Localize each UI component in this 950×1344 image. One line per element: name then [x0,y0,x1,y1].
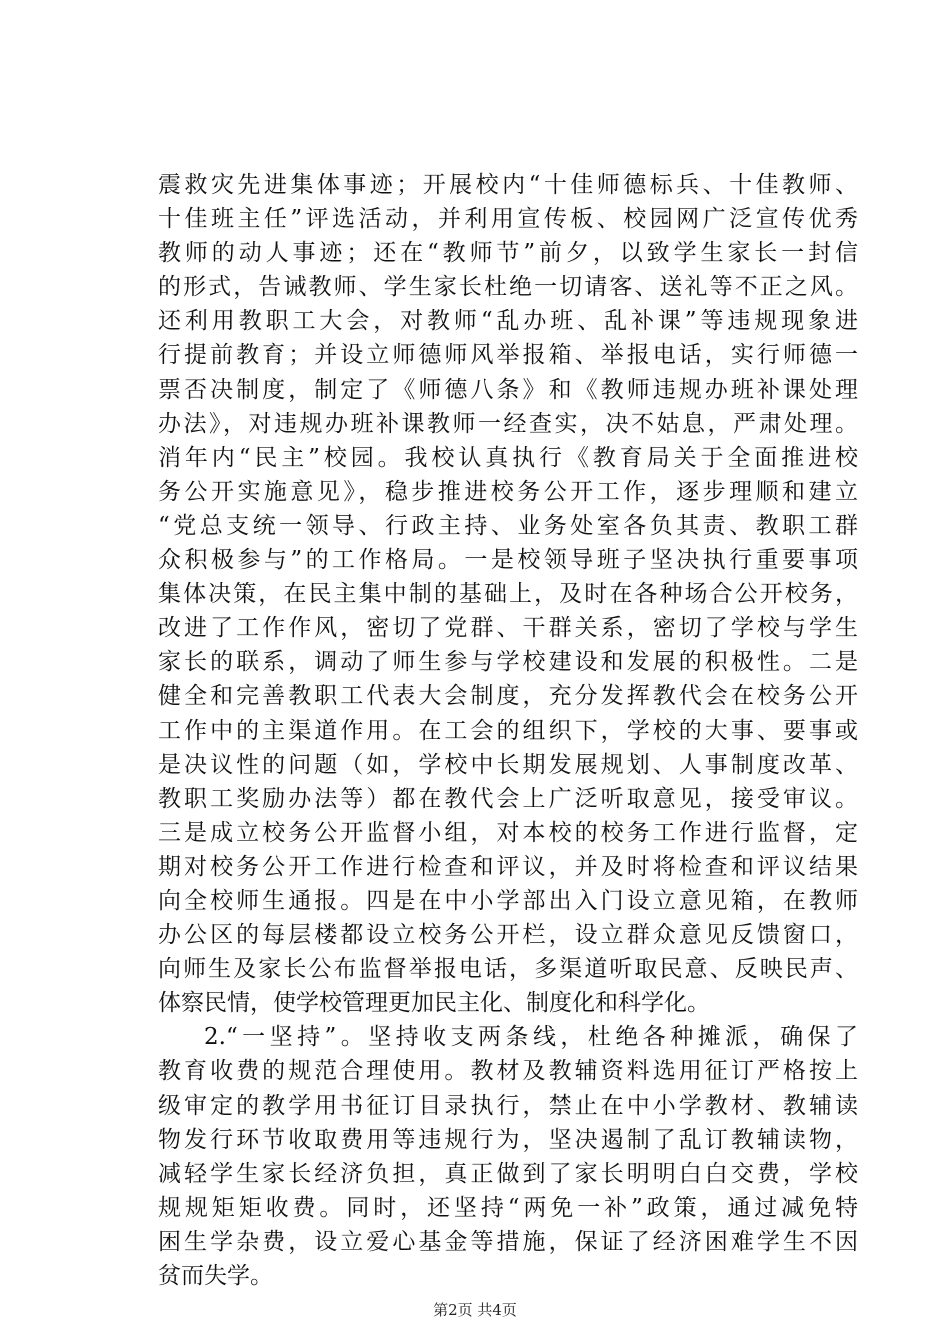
text-line: 是决议性的问题（如，学校中长期发展规划、人事制度改革、 [158,751,858,778]
text-line: 工作中的主渠道作用。在工会的组织下，学校的大事、要事或 [158,717,858,744]
text-line: 办法》，对违规办班补课教师一经查实，决不姑息，严肃处理。 [158,410,858,437]
paragraph-first-line: 2.“一坚持”。坚持收支两条线，杜绝各种摊派，确保了 [204,1024,858,1051]
text-line: 家长的联系，调动了师生参与学校建设和发展的积极性。二是 [158,649,858,676]
text-line: 十佳班主任”评选活动，并利用宣传板、校园网广泛宣传优秀 [158,206,858,233]
text-line: 级审定的教学用书征订目录执行，禁止在中小学教材、教辅读 [158,1092,858,1119]
text-line: 众积极参与”的工作格局。一是校领导班子坚决执行重要事项 [158,547,858,574]
text-line: “党总支统一领导、行政主持、业务处室各负其责、教职工群 [158,512,858,539]
text-line: 期对校务公开工作进行检查和评议，并及时将检查和评议结果 [158,853,858,880]
text-line: 务公开实施意见》，稳步推进校务公开工作，逐步理顺和建立 [158,478,858,505]
text-line: 集体决策，在民主集中制的基础上，及时在各种场合公开校务， [158,581,858,608]
text-line: 教育收费的规范合理使用。教材及教辅资料选用征订严格按上 [158,1058,858,1085]
text-line: 三是成立校务公开监督小组，对本校的校务工作进行监督，定 [158,819,858,846]
text-line: 物发行环节收取费用等违规行为，坚决遏制了乱订教辅读物， [158,1126,858,1153]
text-line: 贫而失学。 [158,1263,273,1289]
text-line: 震救灾先进集体事迹；开展校内“十佳师德标兵、十佳教师、 [158,172,858,198]
text-line: 健全和完善教职工代表大会制度，充分发挥教代会在校务公开 [158,683,858,710]
text-line: 向师生及家长公布监督举报电话，多渠道听取民意、反映民声、 [158,956,858,983]
text-line: 消年内“民主”校园。我校认真执行《教育局关于全面推进校 [158,444,858,471]
text-line: 行提前教育；并设立师德师风举报箱、举报电话，实行师德一 [158,342,858,369]
text-line: 困生学杂费，设立爱心基金等措施，保证了经济困难学生不因 [158,1228,858,1255]
document-body [158,168,858,1293]
text-line: 教师的动人事迹；还在“教师节”前夕，以致学生家长一封信 [158,240,858,267]
text-line: 教职工奖励办法等）都在教代会上广泛听取意见，接受审议。 [158,785,858,812]
text-line: 办公区的每层楼都设立校务公开栏，设立群众意见反馈窗口， [158,922,858,949]
text-line: 改进了工作作风，密切了党群、干群关系，密切了学校与学生 [158,615,858,642]
text-line: 票否决制度，制定了《师德八条》和《教师违规办班补课处理 [158,376,858,403]
text-line: 体察民情，使学校管理更加民主化、制度化和科学化。 [158,990,710,1017]
text-line: 减轻学生家长经济负担，真正做到了家长明明白白交费，学校 [158,1160,858,1187]
text-line: 向全校师生通报。四是在中小学部出入门设立意见箱，在教师 [158,887,858,914]
text-line: 还利用教职工大会，对教师“乱办班、乱补课”等违规现象进 [158,308,858,335]
text-line: 规规矩矩收费。同时，还坚持“两免一补”政策，通过减免特 [158,1194,858,1221]
page-number-footer: 第2页 共4页 [433,1301,517,1319]
text-line: 的形式，告诫教师、学生家长杜绝一切请客、送礼等不正之风。 [158,274,858,301]
